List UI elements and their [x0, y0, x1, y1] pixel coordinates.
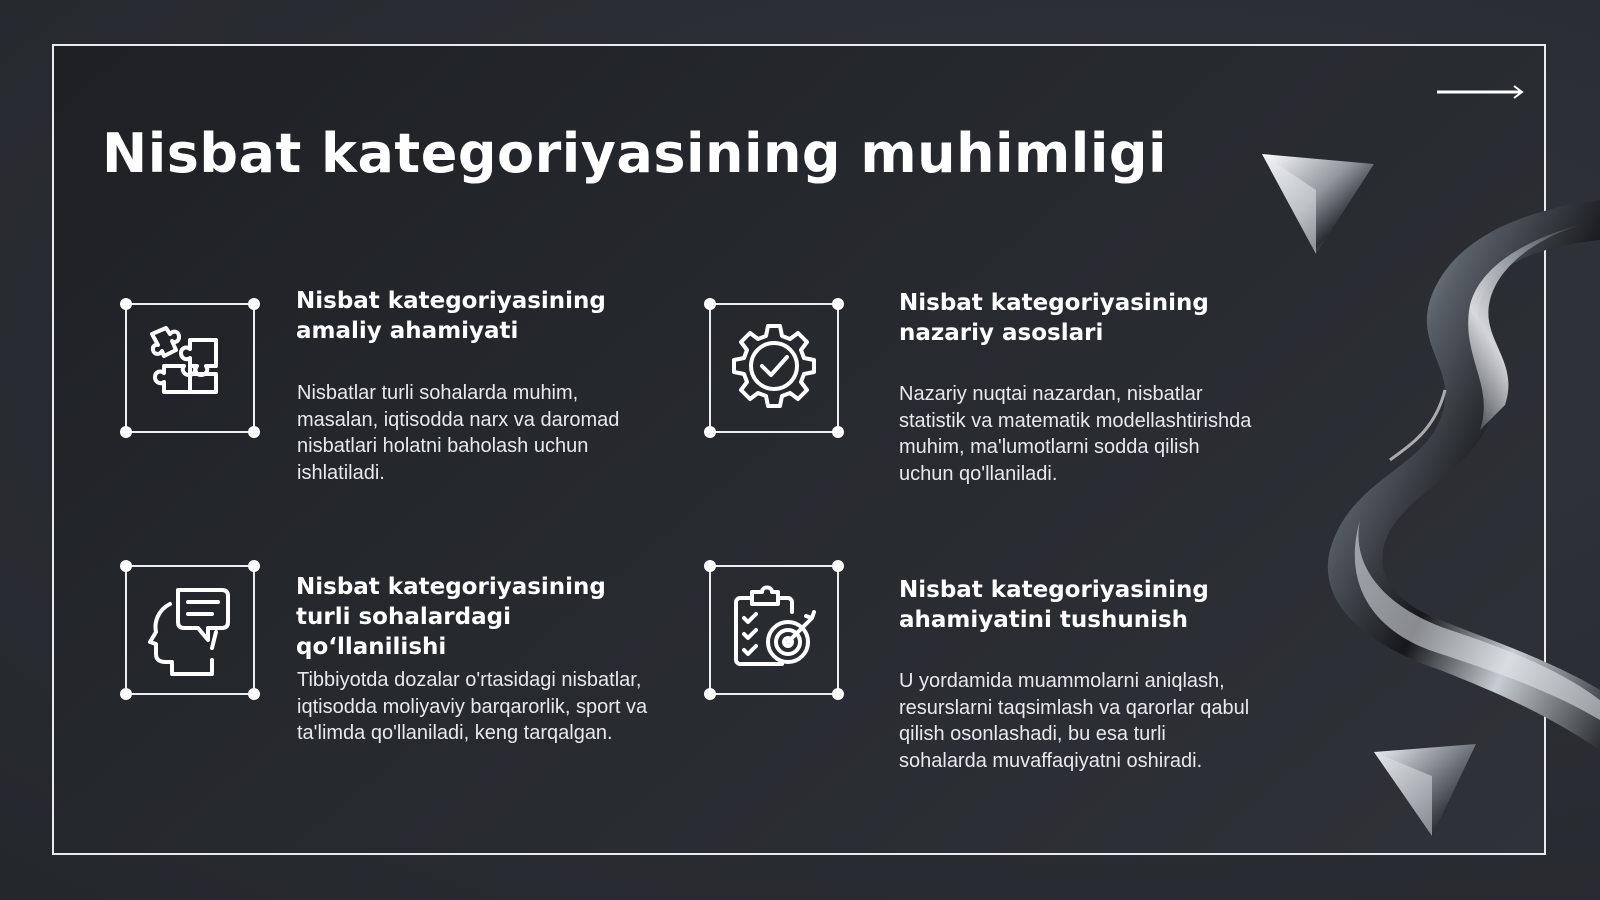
icon-frame [125, 303, 255, 433]
clipboard-target-icon [726, 582, 822, 678]
card-title: Nisbat kategoriyasining turli sohalardagi qo‘llanilishi [296, 574, 606, 660]
card-text: Nisbatlar turli sohalarda muhim, masalan, iqtisodda narx va daromad nisbatlari holatni baholash uchun ishlatiladi. [297, 382, 620, 484]
head-chat-icon [142, 582, 238, 678]
icon-frame [709, 565, 839, 695]
icon-frame [709, 303, 839, 433]
right-arrow-icon[interactable] [1437, 84, 1527, 100]
card-title: Nisbat kategoriyasining amaliy ahamiyati [296, 288, 606, 344]
card-title: Nisbat kategoriyasining ahamiyatini tushunish [899, 577, 1209, 633]
card-title: Nisbat kategoriyasining nazariy asoslari [899, 290, 1209, 346]
gear-check-icon [726, 320, 822, 416]
card-text: Tibbiyotda dozalar o'rtasidagi nisbatlar, iqtisodda moliyaviy barqarorlik, sport va ta'limda qo'llaniladi, keng tarqalgan. [297, 669, 648, 744]
card-text: Nazariy nuqtai nazardan, nisbatlar statistik va matematik modellashtirishda muhim, ma'lumotlarni sodda qilish uchun qo'llaniladi. [899, 383, 1252, 485]
card-text: U yordamida muammolarni aniqlash, resurslarni taqsimlash va qarorlar qabul qilish osonlashadi, bu esa turli sohalarda muvaffaqiyatni oshiradi. [899, 670, 1250, 772]
icon-frame [125, 565, 255, 695]
puzzle-icon [142, 320, 238, 416]
page-title: Nisbat kategoriyasining muhimligi [102, 122, 1167, 185]
